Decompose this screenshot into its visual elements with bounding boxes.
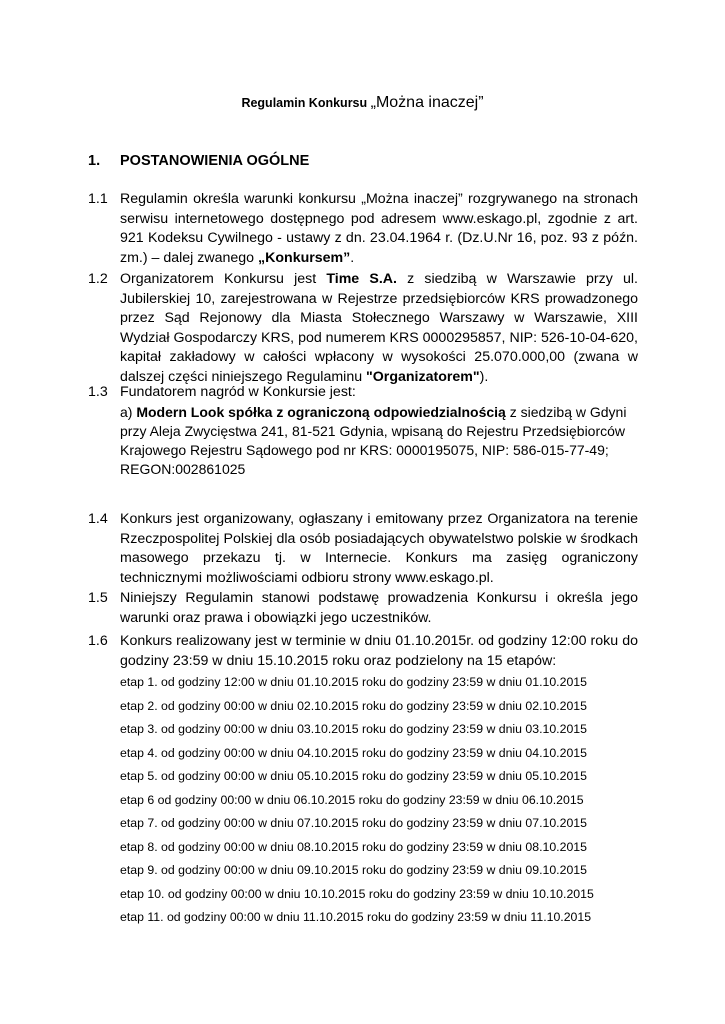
clause-1-2: [88, 270, 638, 387]
stage-item: etap 7. od godziny 00:00 w dniu 07.10.2015 roku do godziny 23:59 w dniu 07.10.2015: [120, 816, 587, 830]
clause-text: Konkurs jest organizowany, ogłaszany i emitowany przez Organizatora na terenie Rzeczpospolitej Polskiej dla osób posiadających obywatelstwo polskie w środkach masowego przekazu tj. w Internecie. Konkurs ma zasięg ograniczony technicznymi możliwościami odbioru strony www.eskago.pl.: [120, 511, 638, 586]
clause-text-part: Organizatorem Konkursu jest: [120, 271, 327, 287]
clause-number: 1.4: [88, 511, 108, 527]
stage-item: etap 2. od godziny 00:00 w dniu 02.10.2015 roku do godziny 23:59 w dniu 02.10.2015: [120, 699, 587, 713]
defined-term: „Konkursem”: [258, 249, 351, 266]
clause-1-5: [88, 589, 638, 628]
clause-text-part: .: [350, 249, 355, 266]
document-title: [0, 94, 725, 112]
stage-item: etap 9. od godziny 00:00 w dniu 09.10.2015 roku do godziny 23:59 w dniu 09.10.2015: [120, 863, 587, 877]
clause-text-part: z siedzibą w Gdyni przy Aleja Zwycięstwa 241, 81-521 Gdynia, wpisaną do Rejestru Przedsiębiorców Krajowego Rejestru Sądowego pod nr KRS: 0000195075, NIP: 586-015-77-49; REGON:002861025: [120, 403, 627, 477]
section-title: POSTANOWIENIA OGÓLNE: [120, 153, 310, 169]
clause-text-part: z siedzibą w Warszawie przy ul. Jubilerskiej 10, zarejestrowana w Rejestrze przedsiębiorców KRS prowadzonego przez Sąd Rejonowy dla Miasta Stołecznego Warszawy w Warszawie, XIII Wydział Gospodarczy KRS, pod numerem KRS 0000295857, NIP: 526-10-04-620, kapitał zakładowy w całości wpłacony w wysokości 25.070.000,00 (zwana w dalszej części niniejszego Regulaminu: [120, 271, 638, 385]
clause-1-1: [88, 190, 638, 268]
title-bold: Regulamin Konkursu: [241, 96, 371, 110]
clause-text: [120, 190, 638, 268]
organizer-name: Time S.A.: [326, 271, 397, 287]
clause-number: 1.3: [88, 384, 108, 400]
clause-number: 1.6: [88, 633, 108, 649]
stage-item: etap 10. od godziny 00:00 w dniu 10.10.2015 roku do godziny 23:59 w dniu 10.10.2015: [120, 887, 594, 901]
list-marker: a): [120, 403, 137, 420]
clause-text-part: ).: [479, 368, 489, 385]
clause-text: Niniejszy Regulamin stanowi podstawę prowadzenia Konkursu i określa jego warunki oraz prawa i obowiązki jego uczestników.: [120, 590, 638, 626]
clause-number: 1.5: [88, 590, 108, 606]
section-heading: [88, 153, 309, 169]
clause-text: [120, 270, 638, 387]
clause-text: Konkurs realizowany jest w terminie w dniu 01.10.2015r. od godziny 12:00 roku do godziny 23:59 w dniu 15.10.2015 roku oraz podzielony na 15 etapów:: [120, 633, 638, 669]
stage-item: etap 3. od godziny 00:00 w dniu 03.10.2015 roku do godziny 23:59 w dniu 03.10.2015: [120, 722, 587, 736]
sponsor-description: [120, 403, 638, 479]
clause-1-6: [88, 632, 638, 671]
clause-text: [120, 383, 638, 479]
defined-term: "Organizatorem": [366, 368, 480, 385]
sponsor-name: Modern Look spółka z ograniczoną odpowiedzialnością: [136, 403, 506, 420]
title-contest-name: „Można inaczej”: [370, 94, 484, 111]
stage-item: etap 1. od godziny 12:00 w dniu 01.10.2015 roku do godziny 23:59 w dniu 01.10.2015: [120, 675, 587, 689]
clause-1-4: [88, 510, 638, 588]
stage-item: etap 8. od godziny 00:00 w dniu 08.10.2015 roku do godziny 23:59 w dniu 08.10.2015: [120, 840, 587, 854]
clause-number: 1.1: [88, 191, 108, 207]
stage-item: etap 6 od godziny 00:00 w dniu 06.10.2015 roku do godziny 23:59 w dniu 06.10.2015: [120, 793, 584, 807]
clause-number: 1.2: [88, 271, 108, 287]
stage-item: etap 4. od godziny 00:00 w dniu 04.10.2015 roku do godziny 23:59 w dniu 04.10.2015: [120, 746, 587, 760]
stage-item: etap 5. od godziny 00:00 w dniu 05.10.2015 roku do godziny 23:59 w dniu 05.10.2015: [120, 769, 587, 783]
stage-item: etap 11. od godziny 00:00 w dniu 11.10.2015 roku do godziny 23:59 w dniu 11.10.2015: [120, 910, 592, 924]
section-number: 1.: [88, 153, 101, 169]
clause-text-part: Regulamin określa warunki konkursu „Można inaczej” rozgrywanego na stronach serwisu internetowego dostępnego pod adresem www.eskago.pl, zgodnie z art. 921 Kodeksu Cywilnego - ustawy z dn. 23.04.1964 r. (Dz.U.Nr 16, poz. 93 z późn. zm.) – dalej zwanego: [120, 191, 638, 266]
clause-intro: Fundatorem nagród w Konkursie jest:: [120, 384, 356, 400]
clause-1-3: [88, 383, 638, 479]
